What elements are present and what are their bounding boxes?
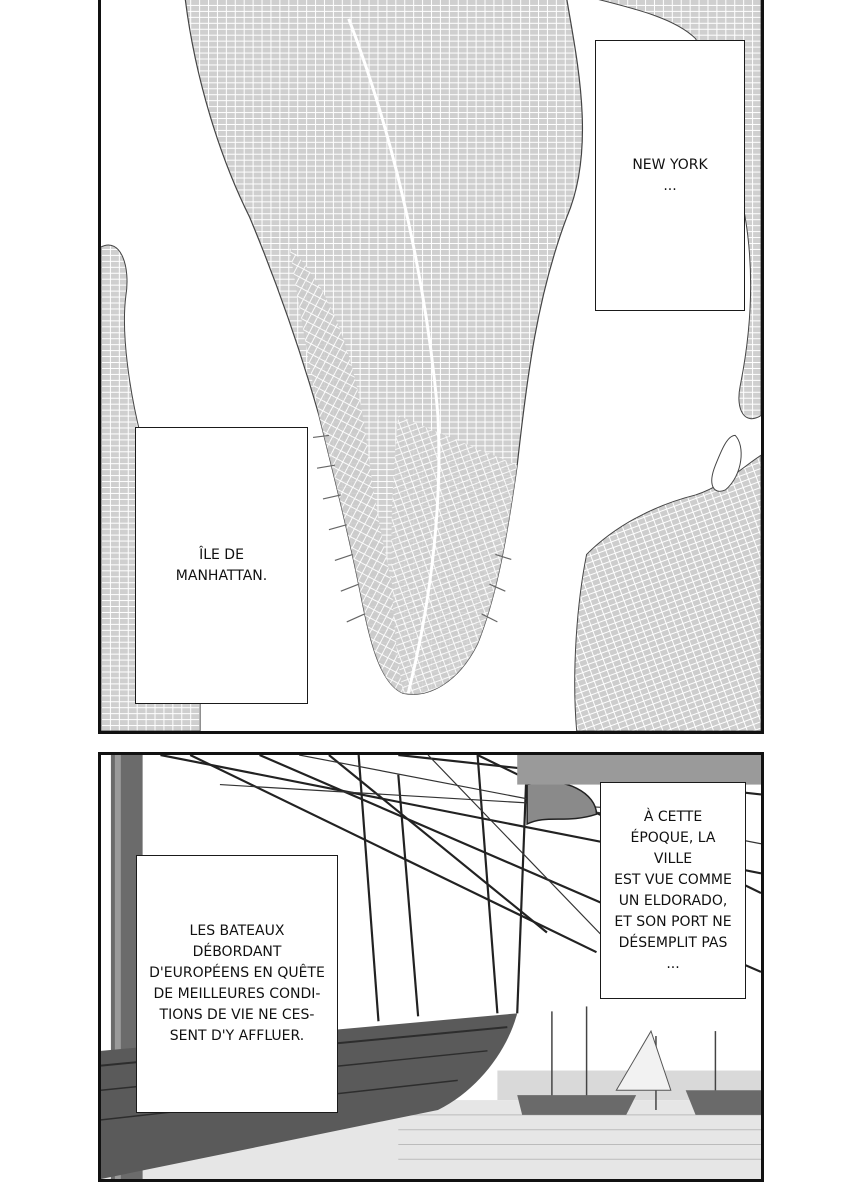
caption-line: ET SON PORT NE <box>614 913 732 930</box>
caption-line: D'EUROPÉENS EN QUÊTE <box>149 965 325 981</box>
caption-eldorado <box>600 782 746 999</box>
brooklyn-shore <box>575 455 761 731</box>
caption-new-york <box>595 40 745 311</box>
caption-line: NEW YORK <box>632 156 708 173</box>
caption-ships <box>136 855 338 1113</box>
caption-line: DÉSEMPLIT PAS <box>618 934 728 951</box>
caption-line: MANHATTAN. <box>175 567 268 584</box>
caption-line: ÉPOQUE, LA VILLE <box>630 829 716 867</box>
caption-line: UN ELDORADO, <box>618 892 728 909</box>
caption-line: SENT D'Y AFFLUER. <box>169 1028 305 1044</box>
caption-line: ... <box>666 955 680 972</box>
caption-line: ÎLE DE <box>199 546 244 563</box>
caption-line: DE MEILLEURES CONDI- <box>153 986 321 1002</box>
caption-line: À CETTE <box>643 808 703 825</box>
caption-line: EST VUE COMME <box>614 871 732 888</box>
caption-line: TIONS DE VIE NE CES- <box>159 1007 315 1023</box>
caption-line: ... <box>663 177 677 194</box>
caption-line: LES BATEAUX DÉBORDANT <box>189 923 285 960</box>
caption-manhattan <box>135 427 308 704</box>
